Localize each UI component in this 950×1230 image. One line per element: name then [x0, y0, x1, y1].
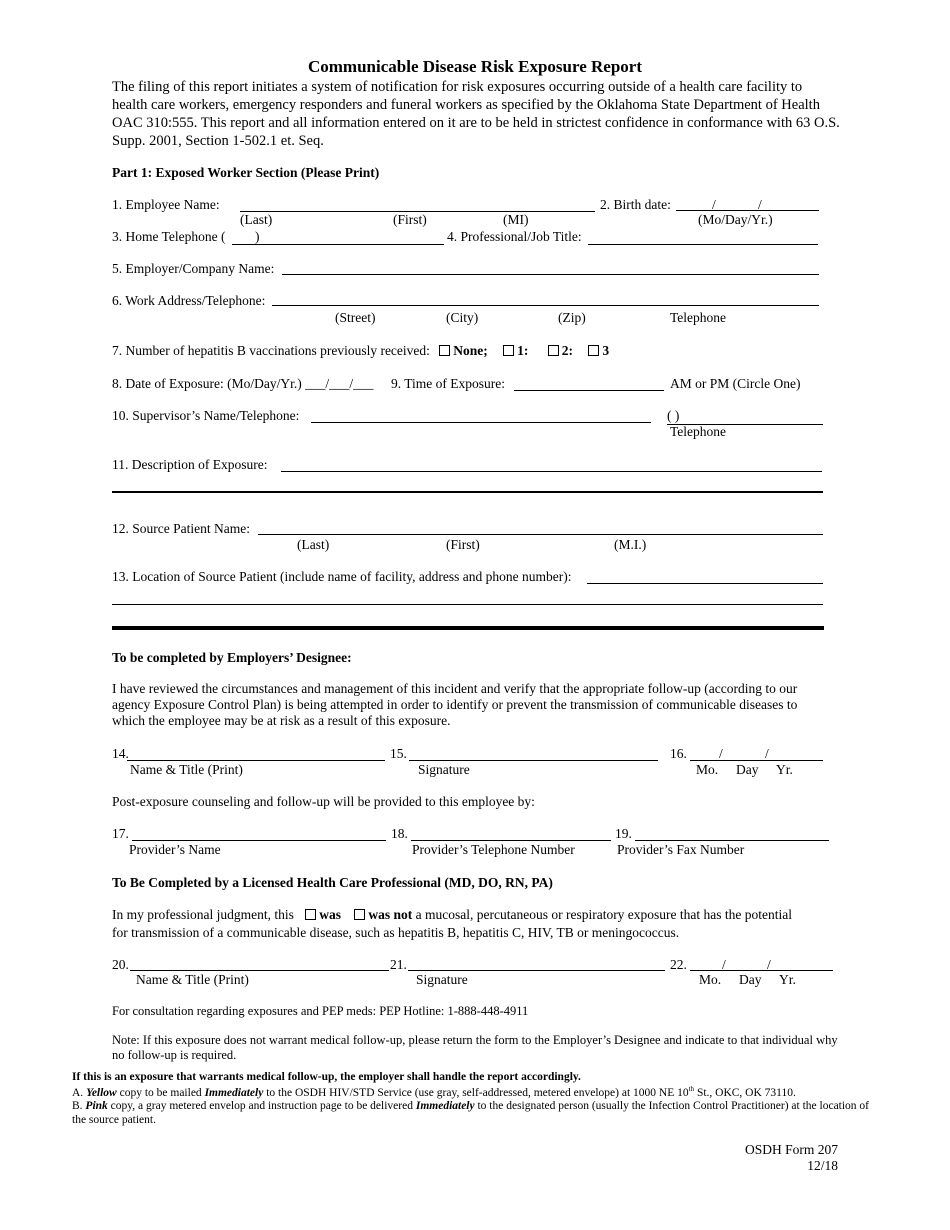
work-telephone-caption: Telephone — [670, 310, 727, 325]
designee-name-input[interactable] — [129, 745, 383, 759]
yellow-copy-instruction: A. Yellow copy to be mailed Immediately to the OSDH HIV/STD Service (use gray, self-addressed, metered envelope) at 1000 NE 10th St., OKC, OK 73110. — [72, 1085, 796, 1099]
birth-date-format-caption: (Mo/Day/Yr.) — [698, 212, 773, 227]
exposure-description-label: 11. Description of Exposure: — [112, 457, 268, 472]
source-first-caption: (First) — [446, 537, 480, 552]
field-number: 17. — [112, 826, 129, 841]
supervisor-telephone-input[interactable] — [700, 408, 821, 422]
hep-b-3-option[interactable]: 3 — [588, 343, 609, 358]
designee-name-caption: Name & Title (Print) — [130, 762, 243, 777]
hep-b-vaccinations-row — [112, 343, 609, 359]
date-yr-caption: Yr. — [779, 972, 796, 987]
hep-b-1-option[interactable]: 1: — [503, 343, 528, 358]
work-city-caption: (City) — [446, 310, 479, 325]
checkbox-icon[interactable] — [548, 345, 559, 356]
home-telephone-paren: ) — [255, 229, 260, 244]
designee-signature-caption: Signature — [418, 762, 470, 777]
exposure-description-line-2 — [112, 491, 823, 493]
exposure-time-line — [514, 390, 664, 391]
source-patient-label: 12. Source Patient Name: — [112, 521, 250, 536]
provider-name-caption: Provider’s Name — [129, 842, 221, 857]
intro-paragraph: The filing of this report initiates a system of notification for risk exposures occurring outside of a health care facility to health care workers, emergency responders and funeral workers as specified by the Oklahoma State Department of Health OAC 310:555. This report and all information entered on it are to be held in strictest confidence in conformance with 63 O.S. Supp. 2001, Section 1-502.1 et. Seq. — [112, 79, 840, 149]
source-patient-line — [258, 534, 823, 535]
section-divider — [112, 626, 824, 630]
hep-b-label: 7. Number of hepatitis B vaccinations previously received: — [112, 343, 430, 358]
employee-first-caption: (First) — [393, 212, 427, 227]
hep-b-none-option[interactable]: None; — [439, 343, 488, 358]
employee-last-caption: (Last) — [240, 212, 273, 227]
employer-name-input[interactable] — [284, 259, 817, 273]
supervisor-label: 10. Supervisor’s Name/Telephone: — [112, 408, 300, 423]
date-yr-caption: Yr. — [776, 762, 793, 777]
exposure-time-input[interactable] — [516, 374, 662, 388]
professional-date-line — [690, 970, 833, 971]
job-title-label: 4. Professional/Job Title: — [447, 229, 582, 244]
judgment-line-1: In my professional judgment, this was was not a mucosal, percutaneous or respiratory exposure that has the potential — [112, 907, 793, 922]
date-slash: / — [765, 746, 769, 761]
professional-heading: To Be Completed by a Licensed Health Care Professional (MD, DO, RN, PA) — [112, 875, 553, 890]
exposure-date-input[interactable] — [312, 374, 384, 388]
employee-mi-caption: (MI) — [503, 212, 529, 227]
designee-date-line — [690, 760, 823, 761]
employer-name-label: 5. Employer/Company Name: — [112, 261, 275, 276]
checkbox-icon[interactable] — [305, 909, 316, 920]
date-day-caption: Day — [736, 762, 759, 777]
provider-telephone-caption: Provider’s Telephone Number — [412, 842, 575, 857]
provider-fax-input[interactable] — [637, 825, 827, 839]
supervisor-telephone-caption: Telephone — [670, 424, 727, 439]
home-telephone-line — [232, 244, 444, 245]
part1-heading: Part 1: Exposed Worker Section (Please Print) — [112, 165, 380, 180]
field-number: 14. — [112, 746, 129, 761]
designee-heading: To be completed by Employers’ Designee: — [112, 650, 352, 665]
home-telephone-input[interactable] — [262, 228, 442, 242]
designee-signature-line — [409, 760, 658, 761]
source-location-label: 13. Location of Source Patient (include name of facility, address and phone number): — [112, 569, 572, 584]
professional-name-input[interactable] — [132, 955, 387, 969]
birth-date-label: 2. Birth date: — [600, 197, 671, 212]
checkbox-icon[interactable] — [503, 345, 514, 356]
work-address-input[interactable] — [274, 290, 817, 304]
footer-bold-line: If this is an exposure that warrants medical follow-up, the employer shall handle the report accordingly. — [72, 1071, 581, 1083]
exposure-time-label: 9. Time of Exposure: — [391, 376, 506, 391]
home-telephone-label: 3. Home Telephone ( — [112, 229, 226, 244]
designee-date-input[interactable] — [692, 745, 821, 759]
provider-fax-line — [635, 840, 829, 841]
date-slash: / — [722, 957, 726, 972]
am-pm-caption[interactable]: AM or PM (Circle One) — [670, 376, 801, 391]
field-number: 20. — [112, 957, 129, 972]
source-location-line — [587, 583, 823, 584]
provider-fax-caption: Provider’s Fax Number — [617, 842, 745, 857]
checkbox-icon[interactable] — [588, 345, 599, 356]
page-title: Communicable Disease Risk Exposure Report — [307, 57, 643, 76]
exposure-date-label: 8. Date of Exposure: (Mo/Day/Yr.) ___/___/___ — [112, 376, 374, 391]
field-number: 16. — [670, 746, 687, 761]
judgment-line-2: for transmission of a communicable disease, such as hepatitis B, hepatitis C, HIV, TB or meningococcus. — [112, 925, 680, 940]
employer-name-line — [282, 274, 819, 275]
job-title-input[interactable] — [590, 228, 816, 242]
no-followup-note: Note: If this exposure does not warrant medical follow-up, please return the form to the Employer’s Designee and indicate to that individual why no follow-up is required. — [112, 1033, 838, 1062]
professional-date-input[interactable] — [692, 955, 831, 969]
followup-statement: Post-exposure counseling and follow-up will be provided to this employee by: — [112, 794, 535, 809]
date-slash: / — [767, 957, 771, 972]
pep-hotline: For consultation regarding exposures and PEP meds: PEP Hotline: 1-888-448-4911 — [112, 1004, 529, 1018]
employee-name-input[interactable] — [242, 196, 592, 210]
exposure-description-line — [281, 471, 822, 472]
date-day-caption: Day — [739, 972, 762, 987]
checkbox-icon[interactable] — [439, 345, 450, 356]
supervisor-line — [311, 422, 651, 423]
source-location-input[interactable] — [589, 568, 821, 582]
source-location-line-2 — [112, 604, 823, 605]
job-title-line — [588, 244, 818, 245]
date-mo-caption: Mo. — [696, 762, 719, 777]
professional-signature-line — [408, 970, 665, 971]
field-number: 19. — [615, 826, 632, 841]
field-number: 21. — [390, 957, 407, 972]
work-street-caption: (Street) — [335, 310, 376, 325]
source-mi-caption: (M.I.) — [614, 537, 647, 552]
professional-name-line — [130, 970, 389, 971]
was-not-option[interactable]: was not — [354, 907, 412, 922]
form-id: OSDH Form 207 — [744, 1142, 838, 1157]
hep-b-2-option[interactable]: 2: — [548, 343, 573, 358]
provider-name-line — [132, 840, 386, 841]
birth-date-line — [676, 210, 819, 211]
supervisor-name-input[interactable] — [313, 407, 649, 421]
date-slash: / — [719, 746, 723, 761]
provider-telephone-input[interactable] — [413, 825, 609, 839]
professional-signature-caption: Signature — [416, 972, 468, 987]
form-revision: 12/18 — [807, 1158, 838, 1173]
birth-date-input[interactable] — [678, 195, 818, 209]
provider-telephone-line — [411, 840, 611, 841]
birth-date-slash: / — [758, 197, 762, 212]
professional-name-caption: Name & Title (Print) — [136, 972, 249, 987]
source-patient-input[interactable] — [260, 519, 821, 533]
provider-name-input[interactable] — [134, 825, 384, 839]
work-address-label: 6. Work Address/Telephone: — [112, 293, 266, 308]
field-number: 15. — [390, 746, 407, 761]
checkbox-icon[interactable] — [354, 909, 365, 920]
birth-date-slash: / — [712, 197, 716, 212]
work-zip-caption: (Zip) — [558, 310, 586, 325]
professional-signature-input[interactable] — [410, 955, 663, 969]
field-number: 18. — [391, 826, 408, 841]
designee-name-line — [127, 760, 385, 761]
exposure-description-input[interactable] — [283, 456, 820, 470]
date-mo-caption: Mo. — [699, 972, 722, 987]
work-address-line — [272, 305, 819, 306]
pink-copy-instruction: B. Pink copy, a gray metered envelop and instruction page to be delivered Immediately to the designated person (usually the Infection Control Practitioner) at the location of the source patient. — [72, 1100, 870, 1126]
designee-signature-input[interactable] — [411, 745, 656, 759]
supervisor-telephone-paren: ( ) — [667, 408, 680, 423]
field-number: 22. — [670, 957, 687, 972]
was-option[interactable]: was — [305, 907, 341, 922]
employee-name-label: 1. Employee Name: — [112, 197, 220, 212]
source-last-caption: (Last) — [297, 537, 330, 552]
designee-statement: I have reviewed the circumstances and management of this incident and verify that the appropriate follow-up (according to our agency Exposure Control Plan) is being attempted in order to identify or prevent the transmission of communicable diseases to which the employee may be at risk as a result of this exposure. — [112, 681, 798, 728]
